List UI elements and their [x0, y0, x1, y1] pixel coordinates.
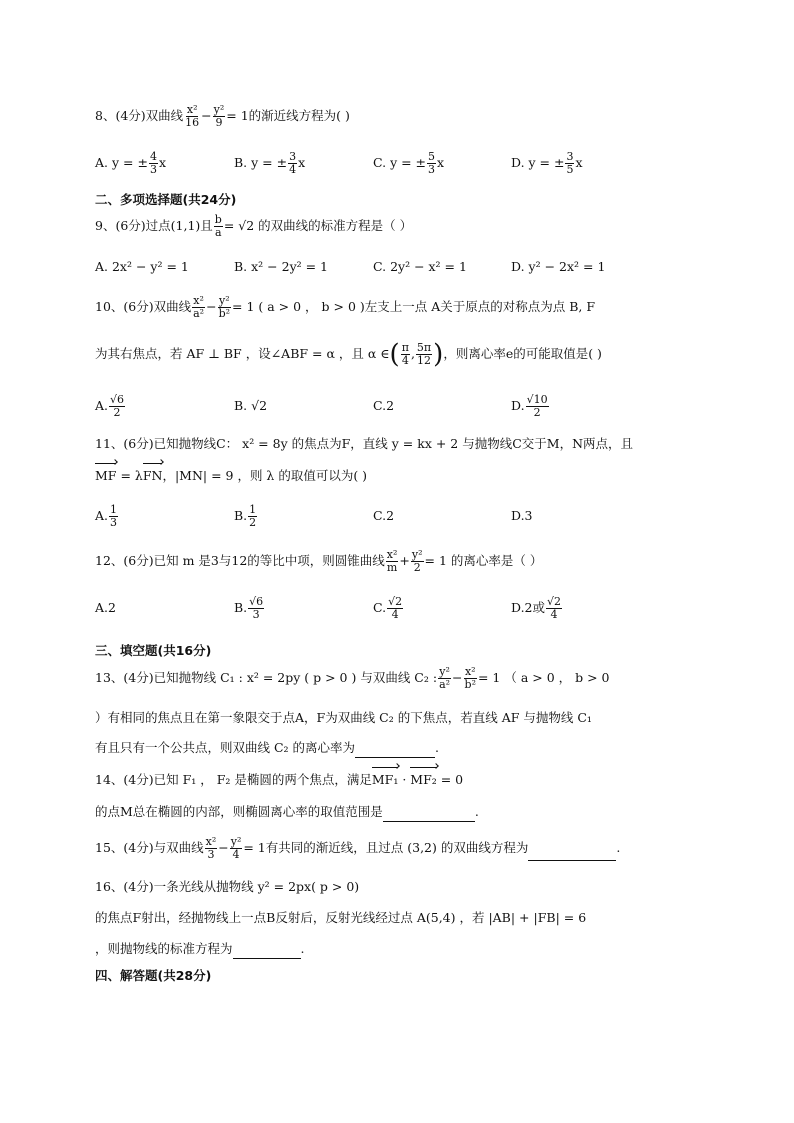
q12-stem-tail: = 1 的离心率是（ ）: [424, 553, 543, 568]
operator: = λ: [116, 468, 143, 483]
denominator: b²: [464, 678, 476, 691]
option-prefix: B.: [234, 508, 248, 523]
numerator: 1: [110, 503, 118, 516]
q8-option-c[interactable]: [373, 151, 444, 176]
q9-option-d[interactable]: D. y² − 2x² = 1: [511, 259, 606, 274]
period: .: [300, 941, 305, 956]
denominator: m: [386, 561, 398, 574]
section-heading-fill-in: 三、填空题(共16分): [95, 643, 212, 658]
option-prefix: C. y = ±: [373, 155, 427, 170]
numerator: b: [214, 213, 222, 226]
denominator: 2: [249, 516, 257, 529]
q14-stem-tail: = 0: [436, 772, 464, 787]
numerator: y²: [213, 103, 225, 116]
numerator: 4: [149, 150, 157, 163]
q14-stem-text: 14、(4分)已知 F₁ ， F₂ 是椭圆的两个焦点，满足: [95, 772, 372, 787]
q9-stem-tail: = √2 的双曲线的标准方程是（ ）: [223, 218, 413, 233]
fraction: [214, 214, 223, 239]
denominator: 4: [289, 163, 297, 176]
q9-option-b[interactable]: B. x² − 2y² = 1: [234, 259, 329, 274]
q8-stem-tail: = 1的渐近线方程为( ): [226, 108, 350, 123]
denominator: 2: [413, 561, 421, 574]
denominator: a²: [439, 678, 451, 691]
fraction: [464, 666, 477, 691]
numerator: 3: [566, 150, 574, 163]
numerator: y²: [439, 665, 450, 678]
answer-blank[interactable]: [383, 807, 475, 822]
numerator: y²: [230, 835, 242, 848]
vector-mf1: MF₁: [372, 770, 398, 790]
q13-stem: [95, 666, 609, 691]
denominator: 3: [207, 848, 215, 861]
denominator: 2: [113, 406, 121, 419]
fraction: [411, 549, 424, 574]
option-prefix: D. y = ±: [511, 155, 565, 170]
numerator: x²: [386, 548, 398, 561]
q8-option-a[interactable]: [95, 151, 166, 176]
q10-line2-tail: ，则离心率e的可能取值是( ): [443, 346, 602, 361]
denominator: 12: [417, 354, 432, 367]
numerator: x²: [193, 294, 204, 307]
fraction: [248, 596, 264, 621]
fraction: [438, 666, 451, 691]
q10-option-d[interactable]: [511, 394, 550, 419]
denominator: 3: [252, 608, 260, 621]
fraction: [230, 836, 243, 861]
q10-stem-tail: = 1 ( a > 0 ， b > 0 )左支上一点 A关于原点的对称点为点 B, F: [232, 299, 596, 314]
q12-stem: [95, 549, 542, 574]
answer-blank[interactable]: [233, 944, 301, 959]
option-prefix: B. y = ±: [234, 155, 288, 170]
numerator: y²: [411, 548, 423, 561]
vector-mf: MF: [95, 466, 116, 486]
option-suffix: x: [575, 155, 583, 170]
q14-stem: [95, 770, 463, 790]
denominator: 9: [215, 116, 223, 129]
answer-blank[interactable]: [528, 846, 616, 861]
q12-option-b[interactable]: [234, 596, 265, 621]
denominator: a: [215, 226, 222, 239]
q13-stem-tail: = 1 （ a > 0 ， b > 0: [477, 670, 610, 685]
denominator: 16: [185, 116, 200, 129]
fraction: [218, 295, 231, 320]
q8-option-d[interactable]: [511, 151, 583, 176]
fraction: [288, 151, 297, 176]
denominator: 4: [550, 608, 558, 621]
q11-option-d[interactable]: D.3: [511, 508, 533, 523]
fraction: [401, 342, 410, 367]
right-paren: ): [433, 339, 444, 370]
q13-line3: [95, 738, 439, 758]
operator: −: [452, 670, 463, 685]
q9-stem: [95, 214, 412, 239]
fraction: [387, 596, 403, 621]
option-prefix: D.2或: [511, 600, 546, 615]
q14-line2-text: 的点M总在椭圆的内部，则椭圆离心率的取值范围是: [95, 804, 383, 819]
operator: −: [218, 840, 229, 855]
denominator: 5: [566, 163, 574, 176]
fraction: [149, 151, 158, 176]
q15-stem-text: 15、(4分)与双曲线: [95, 840, 204, 855]
q12-option-c[interactable]: [373, 596, 404, 621]
denominator: 4: [232, 848, 240, 861]
q8-stem-text: 8、(4分)双曲线: [95, 108, 184, 123]
q10-stem: [95, 295, 595, 320]
q16-line3-text: ，则抛物线的标准方程为: [95, 941, 233, 956]
q10-stem-line2: [95, 339, 602, 370]
denominator: 4: [401, 354, 409, 367]
option-prefix: A.: [95, 398, 109, 413]
option-suffix: x: [298, 155, 306, 170]
denominator: 4: [391, 608, 399, 621]
operator: ·: [398, 772, 411, 787]
left-paren: (: [389, 339, 400, 370]
q13-line3-text: 有且只有一个公共点，则双曲线 C₂ 的离心率为: [95, 740, 356, 755]
answer-blank[interactable]: [355, 743, 435, 758]
denominator: 2: [533, 406, 541, 419]
section-heading-multiple-choice: 二、多项选择题(共24分): [95, 192, 237, 207]
numerator: 5: [428, 150, 436, 163]
numerator: 1: [249, 503, 257, 516]
q10-option-b[interactable]: B. √2: [234, 398, 268, 413]
numerator: √2: [388, 595, 403, 608]
numerator: √10: [526, 393, 548, 406]
q9-option-a[interactable]: A. 2x² − y² = 1: [95, 259, 189, 274]
fraction: [109, 504, 118, 529]
q11-option-b[interactable]: [234, 504, 258, 529]
q16-line3: [95, 939, 305, 959]
option-prefix: A.: [95, 508, 109, 523]
q12-option-d[interactable]: [511, 596, 563, 621]
denominator: 3: [149, 163, 157, 176]
numerator: √6: [110, 393, 125, 406]
q15-stem-tail: = 1有共同的渐近线，且过点 (3,2) 的双曲线方程为: [243, 840, 529, 855]
operator: +: [399, 553, 410, 568]
q13-stem-text: 13、(4分)已知抛物线 C₁ : x² = 2py ( p > 0 ) 与双曲线 C₂ :: [95, 670, 438, 685]
operator: −: [206, 299, 217, 314]
numerator: √6: [249, 595, 264, 608]
q11-line2-tail: ，|MN| = 9 ，则 λ 的取值可以为( ): [162, 468, 368, 483]
q14-line2: [95, 802, 479, 822]
vector-mf2: MF₂: [410, 770, 436, 790]
fraction: [386, 549, 399, 574]
q11-stem: 11、(6分)已知抛物线C： x² = 8y 的焦点为F，直线 y = kx + 2 与抛物线C交于M，N两点，且: [95, 436, 634, 451]
section-heading-solutions: 四、解答题(共28分): [95, 968, 212, 983]
comma: ,: [410, 346, 415, 361]
denominator: 3: [110, 516, 118, 529]
numerator: 3: [289, 150, 297, 163]
numerator: π: [401, 341, 409, 354]
numerator: 5π: [416, 341, 432, 354]
q11-option-c[interactable]: C.2: [373, 508, 395, 523]
q15-stem: [95, 836, 620, 861]
numerator: x²: [186, 103, 198, 116]
option-prefix: C.: [373, 600, 387, 615]
option-prefix: D.: [511, 398, 525, 413]
q10-option-a[interactable]: [95, 394, 126, 419]
q10-option-c[interactable]: C.2: [373, 398, 395, 413]
q12-option-a[interactable]: A.2: [95, 600, 116, 615]
period: .: [616, 840, 621, 855]
option-suffix: x: [437, 155, 445, 170]
q9-option-c[interactable]: C. 2y² − x² = 1: [373, 259, 467, 274]
q16-stem: 16、(4分)一条光线从抛物线 y² = 2px( p > 0): [95, 879, 360, 894]
numerator: y²: [218, 294, 230, 307]
numerator: x²: [464, 665, 476, 678]
fraction: [213, 104, 226, 129]
q12-stem-text: 12、(6分)已知 m 是3与12的等比中项，则圆锥曲线: [95, 553, 385, 568]
q11-option-a[interactable]: [95, 504, 119, 529]
period: .: [474, 804, 479, 819]
q10-line2-text: 为其右焦点，若 AF ⊥ BF ，设∠ABF = α ，且 α ∈: [95, 346, 390, 361]
option-prefix: A. y = ±: [95, 155, 148, 170]
fraction: [248, 504, 257, 529]
q11-stem-line2: [95, 466, 367, 486]
fraction: [184, 104, 200, 129]
fraction: [565, 151, 574, 176]
fraction: [546, 596, 562, 621]
option-suffix: x: [158, 155, 166, 170]
fraction: [205, 836, 218, 861]
denominator: a²: [193, 307, 205, 320]
q8-option-b[interactable]: [234, 151, 305, 176]
period: .: [435, 740, 440, 755]
q8-stem: [95, 104, 350, 129]
numerator: x²: [205, 835, 217, 848]
q9-stem-text: 9、(6分)过点(1,1)且: [95, 218, 213, 233]
q13-line2: ）有相同的焦点且在第一象限交于点A，F为双曲线 C₂ 的下焦点，若直线 AF 与抛物线 C₁: [95, 710, 592, 725]
denominator: 3: [428, 163, 436, 176]
fraction: [416, 342, 432, 367]
fraction: [427, 151, 436, 176]
q10-stem-text: 10、(6分)双曲线: [95, 299, 192, 314]
q16-line2: 的焦点F射出，经抛物线上一点B反射后，反射光线经过点 A(5,4) ，若 |AB| + |FB| = 6: [95, 910, 587, 925]
vector-fn: FN: [143, 466, 163, 486]
operator: −: [201, 108, 212, 123]
option-prefix: B.: [234, 600, 248, 615]
fraction: [526, 394, 549, 419]
denominator: b²: [218, 307, 231, 320]
numerator: √2: [547, 595, 562, 608]
fraction: [109, 394, 125, 419]
fraction: [192, 295, 205, 320]
